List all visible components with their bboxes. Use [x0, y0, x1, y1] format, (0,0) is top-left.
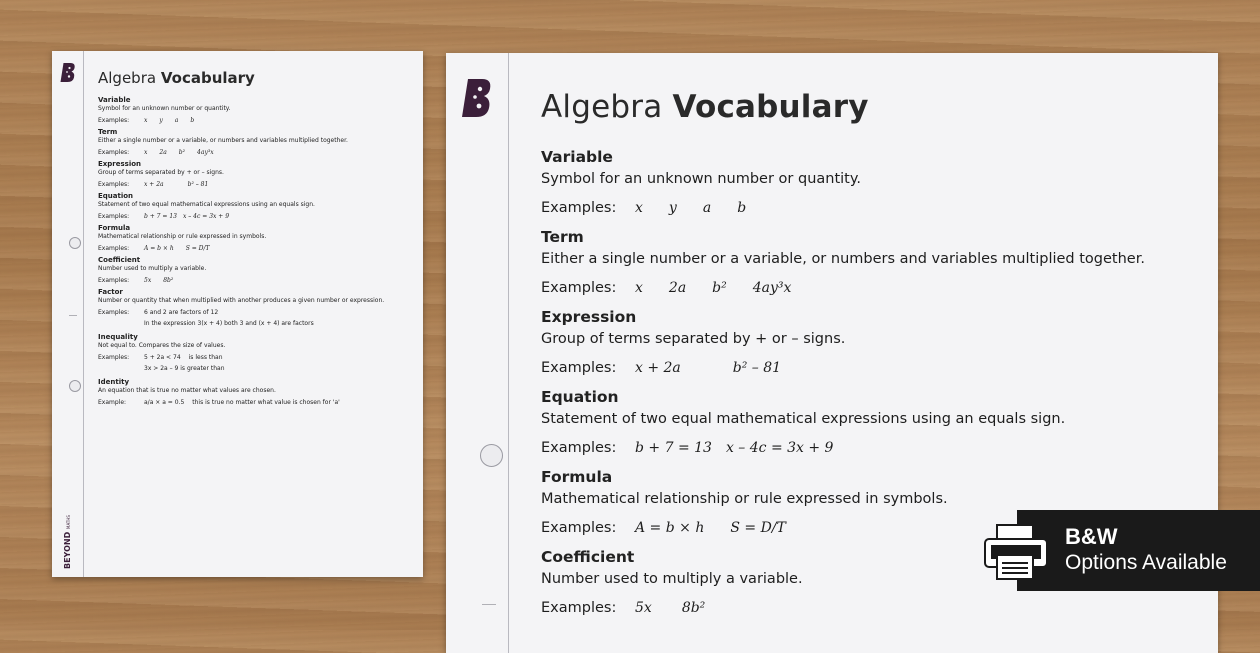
beyond-maths-wordmark — [59, 491, 75, 571]
examples-row: Examples: A = b × h S = D/T — [98, 245, 210, 252]
term-definition: Number used to multiply a variable. — [541, 571, 803, 587]
examples-row: Examples: 6 and 2 are factors of 12 — [98, 309, 219, 316]
worksheet-thumbnail — [52, 51, 423, 577]
examples-row: Examples: b + 7 = 13 x – 4c = 3x + 9 — [541, 440, 834, 456]
punch-hole — [480, 444, 503, 467]
examples-row: Examples: x + 2a b² – 81 — [541, 360, 782, 376]
term-heading: Expression — [98, 160, 142, 168]
term-definition: Either a single number or a variable, or numbers and variables multiplied together. — [541, 251, 1145, 267]
examples-row: Examples: 5x 8b² — [541, 600, 706, 616]
term-heading: Variable — [541, 148, 613, 166]
examples-row: Examples: x y a b — [98, 117, 195, 124]
term-definition: An equation that is true no matter what values are chosen. — [98, 387, 276, 394]
examples-row: Example: a/a × a = 0.5 this is true no matter what value is chosen for 'a' — [98, 399, 340, 406]
punch-hole — [69, 237, 81, 249]
fold-mark — [482, 604, 496, 605]
term-definition: Group of terms separated by + or – signs. — [98, 169, 224, 176]
example-extra: In the expression 3(x + 4) both 3 and (x + 4) are factors — [144, 320, 314, 327]
brand-text: BEYOND — [63, 531, 72, 569]
fold-mark — [69, 315, 77, 316]
term-definition: Either a single number or a variable, or numbers and variables multiplied together. — [98, 137, 348, 144]
term-definition: Number or quantity that when multiplied with another produces a given number or expression. — [98, 297, 385, 304]
beyond-logo-icon — [460, 75, 494, 119]
brand-sub: MATHS — [66, 515, 71, 529]
examples-row: Examples: A = b × h S = D/T — [541, 520, 786, 536]
term-heading: Term — [98, 128, 118, 136]
term-heading: Variable — [98, 96, 131, 104]
examples-row: Examples: b + 7 = 13 x – 4c = 3x + 9 — [98, 213, 230, 220]
examples-row: Examples: x + 2a b² – 81 — [98, 181, 209, 188]
page-title: Algebra Vocabulary — [98, 69, 255, 87]
bw-options-badge — [1017, 510, 1260, 591]
term-definition: Mathematical relationship or rule expressed in symbols. — [541, 491, 948, 507]
margin-line — [508, 53, 509, 653]
term-definition: Number used to multiply a variable. — [98, 265, 207, 272]
example-extra: 3x > 2a – 9 is greater than — [144, 365, 225, 372]
term-heading: Formula — [98, 224, 131, 232]
term-heading: Inequality — [98, 333, 138, 341]
examples-row: Examples: x y a b — [541, 200, 747, 216]
beyond-logo-icon — [59, 61, 77, 83]
term-definition: Symbol for an unknown number or quantity. — [98, 105, 231, 112]
term-definition: Statement of two equal mathematical expressions using an equals sign. — [98, 201, 315, 208]
examples-row: Examples: 5 + 2a < 74 is less than — [98, 354, 223, 361]
term-heading: Term — [541, 228, 584, 246]
badge-line2: Options Available — [1065, 551, 1227, 574]
term-heading: Equation — [98, 192, 134, 200]
term-definition: Statement of two equal mathematical expressions using an equals sign. — [541, 411, 1066, 427]
term-definition: Mathematical relationship or rule expressed in symbols. — [98, 233, 267, 240]
examples-row: Examples: x 2a b² 4ay³x — [98, 149, 214, 156]
badge-line1: B&W — [1065, 524, 1118, 549]
term-heading: Formula — [541, 468, 613, 486]
term-definition: Group of terms separated by + or – signs. — [541, 331, 846, 347]
term-heading: Factor — [98, 288, 123, 296]
term-heading: Coefficient — [98, 256, 141, 264]
examples-row: Examples: 5x 8b² — [98, 277, 174, 284]
term-definition: Symbol for an unknown number or quantity. — [541, 171, 861, 187]
printer-icon — [983, 523, 1053, 581]
term-heading: Expression — [541, 308, 637, 326]
term-definition: Not equal to. Compares the size of values. — [98, 342, 226, 349]
thumbnail-content — [98, 69, 410, 410]
term-heading: Coefficient — [541, 548, 635, 566]
margin-line — [83, 51, 84, 577]
term-heading: Equation — [541, 388, 619, 406]
punch-hole — [69, 380, 81, 392]
examples-row: Examples: x 2a b² 4ay³x — [541, 280, 792, 296]
page-title: Algebra Vocabulary — [541, 89, 869, 125]
term-heading: Identity — [98, 378, 130, 386]
